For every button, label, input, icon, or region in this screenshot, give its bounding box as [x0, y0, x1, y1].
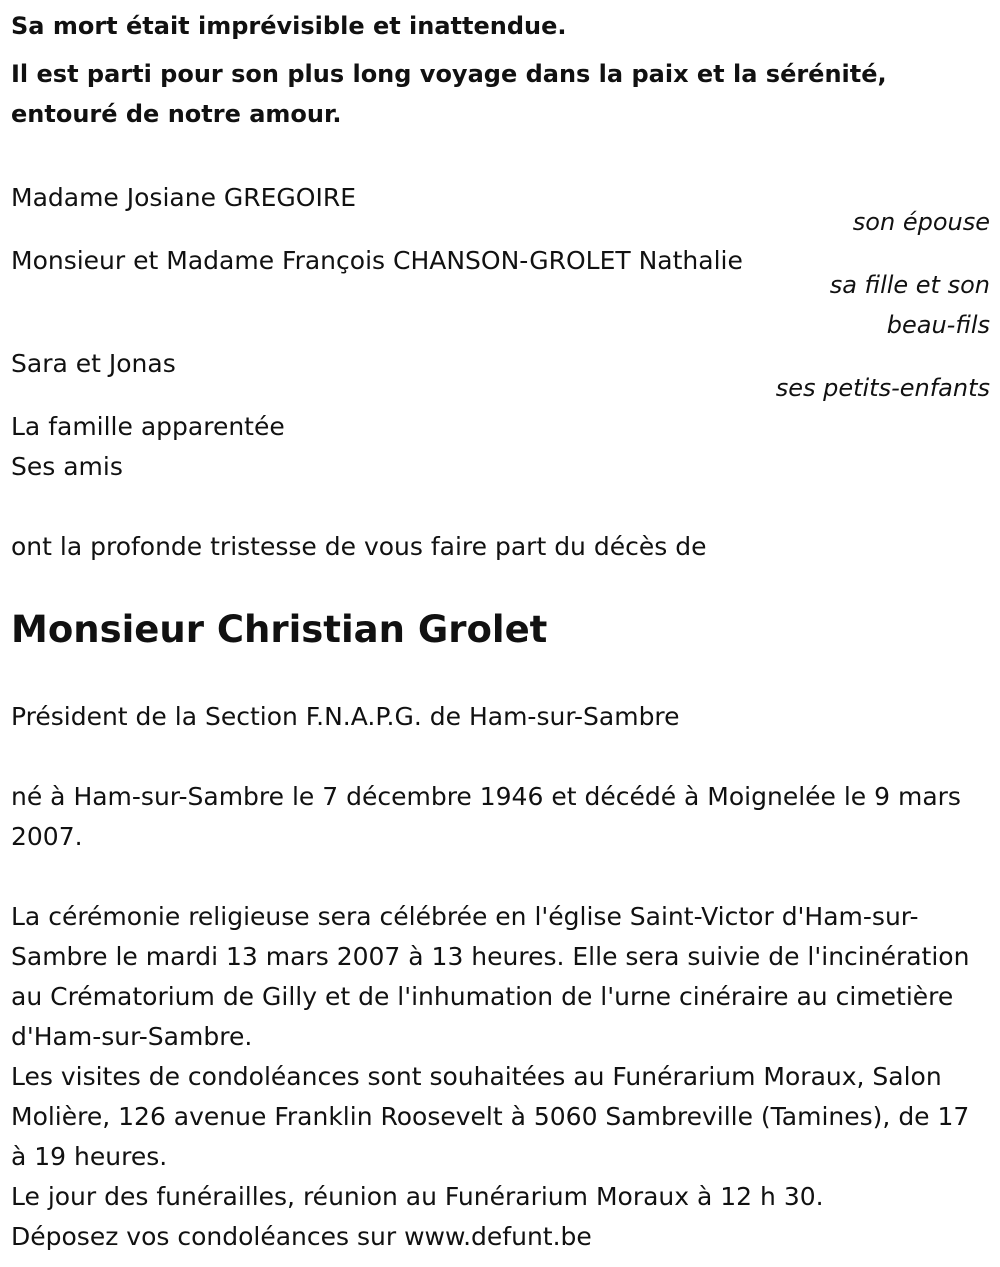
relation-spouse: son épouse	[852, 208, 990, 236]
deceased-title: Président de la Section F.N.A.P.G. de Ham-sur-Sambre	[11, 702, 680, 731]
deceased-dates: né à Ham-sur-Sambre le 7 décembre 1946 et décédé à Moignelée le 9 mars 2007.	[11, 782, 961, 851]
intro-line-1: Sa mort était imprévisible et inattendue.	[11, 12, 567, 40]
intro-line-2: Il est parti pour son plus long voyage dans la paix et la sérénité, entouré de notre amour.	[11, 60, 887, 128]
family-row-daughter	[11, 241, 990, 344]
family-row-grandchildren	[11, 344, 990, 407]
family-list	[11, 178, 990, 487]
deceased-name: Monsieur Christian Grolet	[11, 608, 548, 651]
condolences-text: Déposez vos condoléances sur www.defunt.be	[11, 1222, 592, 1251]
visits-text: Les visites de condoléances sont souhaitées au Funérarium Moraux, Salon Molière, 126 avenue Franklin Roosevelt à 5060 Sambreville (Tamines), de 17 à 19 heures.	[11, 1062, 970, 1171]
relation-grandchildren: ses petits-enfants	[775, 374, 990, 402]
family-name-daughter: Monsieur et Madame François CHANSON-GROLET Nathalie	[11, 246, 743, 275]
extended-family: La famille apparentée	[11, 412, 285, 441]
relation-daughter-line-1: sa fille et son	[829, 271, 990, 299]
ceremony-block	[11, 897, 990, 1257]
family-name-spouse: Madame Josiane GREGOIRE	[11, 183, 357, 212]
friends: Ses amis	[11, 452, 123, 481]
family-row-spouse	[11, 178, 990, 241]
family-name-grandchildren: Sara et Jonas	[11, 349, 176, 378]
relation-daughter-line-2: beau-fils	[886, 311, 990, 339]
funeral-day-text: Le jour des funérailles, réunion au Funérarium Moraux à 12 h 30.	[11, 1182, 824, 1211]
announcement-text: ont la profonde tristesse de vous faire part du décès de	[11, 532, 707, 561]
ceremony-text: La cérémonie religieuse sera célébrée en l'église Saint-Victor d'Ham-sur-Sambre le mardi 13 mars 2007 à 13 heures. Elle sera suivie de l'incinération au Crématorium de Gilly et de l'inhumation de l'urne cinéraire au cimetière d'Ham-sur-Sambre.	[11, 902, 970, 1051]
